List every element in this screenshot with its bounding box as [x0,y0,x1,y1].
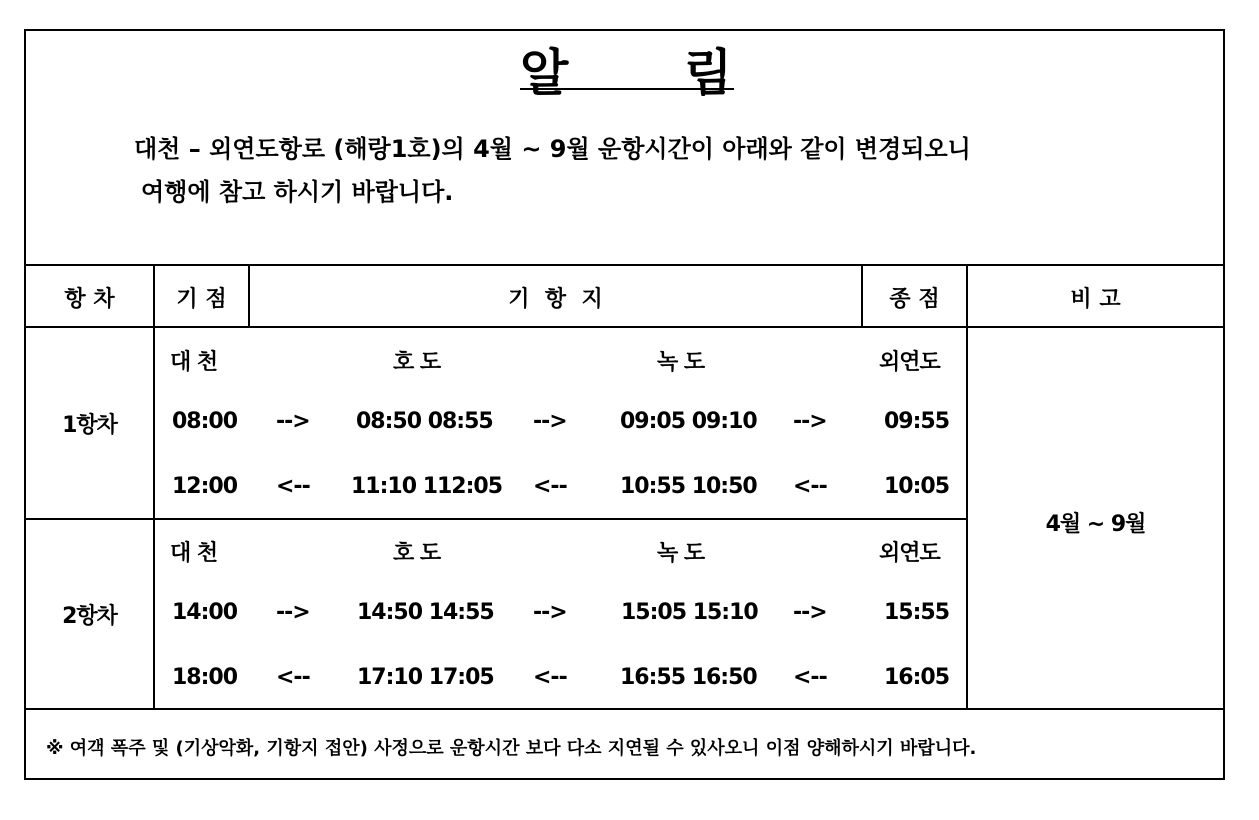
trip-2-out-terminal-time: 15:55 [884,600,950,625]
trip-1-port-origin: 대 천 [170,350,218,375]
trip-1-in-arrow-2: <-- [533,474,567,499]
notice-line-2: 여행에 참고 하시기 바랍니다. [141,178,454,206]
trip-2-in-nokdo-times: 16:55 16:50 [620,665,757,690]
trip-2-in-hodo-times: 17:10 17:05 [357,665,494,690]
trip-1-in-origin-time: 12:00 [172,474,238,499]
header-terminal: 종 점 [889,287,940,312]
footer-note: ※ 여객 폭주 및 (기상악화, 기항지 접안) 사정으로 운항시간 보다 다소 지연될 수 있사오니 이점 양해하시기 바랍니다. [46,738,977,759]
trip-2-out-hodo-times: 14:50 14:55 [357,600,494,625]
trip-1-out-arrow-2: --> [533,409,567,434]
col-divider-trip [153,264,155,710]
trip-2-in-arrow-2: <-- [533,665,567,690]
trip-1-out-terminal-time: 09:55 [884,409,950,434]
trip-2-port-nokdo: 녹 도 [657,541,705,566]
title-right-char: 림 [684,44,733,102]
trip-divider [26,518,967,520]
col-divider-terminal [966,264,968,710]
trip-2-port-terminal: 외연도 [879,541,940,566]
trip-2-out-origin-time: 14:00 [172,600,238,625]
trip-2-out-arrow-1: --> [276,600,310,625]
header-remarks: 비 고 [1070,287,1121,312]
trip-2-in-arrow-3: <-- [793,665,827,690]
trip-2-in-origin-time: 18:00 [172,665,238,690]
title-underline [520,88,734,90]
header-origin: 기 점 [176,287,227,312]
trip-2-port-hodo: 호 도 [393,541,441,566]
trip-1-in-nokdo-times: 10:55 10:50 [620,474,757,499]
notice-sheet [24,29,1225,780]
header-stops: 기 항 지 [508,287,603,312]
trip-2-out-arrow-2: --> [533,600,567,625]
trip-1-port-nokdo: 녹 도 [657,350,705,375]
trip-1-port-terminal: 외연도 [879,350,940,375]
trip-1-in-hodo-times: 11:10 112:05 [351,474,503,499]
trip-1-out-arrow-3: --> [793,409,827,434]
notice-line-1: 대천 – 외연도항로 (해랑1호)의 4월 ~ 9월 운항시간이 아래와 같이 변경되오니 [134,135,971,163]
trip-2-label: 2항차 [62,604,117,629]
trip-2-in-terminal-time: 16:05 [884,665,950,690]
trip-1-port-hodo: 호 도 [393,350,441,375]
trip-2-in-arrow-1: <-- [276,665,310,690]
trip-2-port-origin: 대 천 [170,541,218,566]
trip-1-in-arrow-3: <-- [793,474,827,499]
table-top-border [26,264,1223,266]
header-trip: 항 차 [64,287,115,312]
title-left-char: 알 [520,44,569,102]
trip-1-in-terminal-time: 10:05 [884,474,950,499]
trip-1-label: 1항차 [62,413,117,438]
trip-1-out-hodo-times: 08:50 08:55 [356,409,493,434]
trip-1-out-arrow-1: --> [276,409,310,434]
notice-title [26,31,1223,102]
table-bottom-border [26,708,1223,710]
trip-1-in-arrow-1: <-- [276,474,310,499]
trip-2-out-arrow-3: --> [793,600,827,625]
trip-1-out-origin-time: 08:00 [172,409,238,434]
header-bottom-border [26,326,1223,328]
trip-1-out-nokdo-times: 09:05 09:10 [620,409,757,434]
remarks-value: 4월 ~ 9월 [1045,512,1146,537]
trip-2-out-nokdo-times: 15:05 15:10 [621,600,758,625]
